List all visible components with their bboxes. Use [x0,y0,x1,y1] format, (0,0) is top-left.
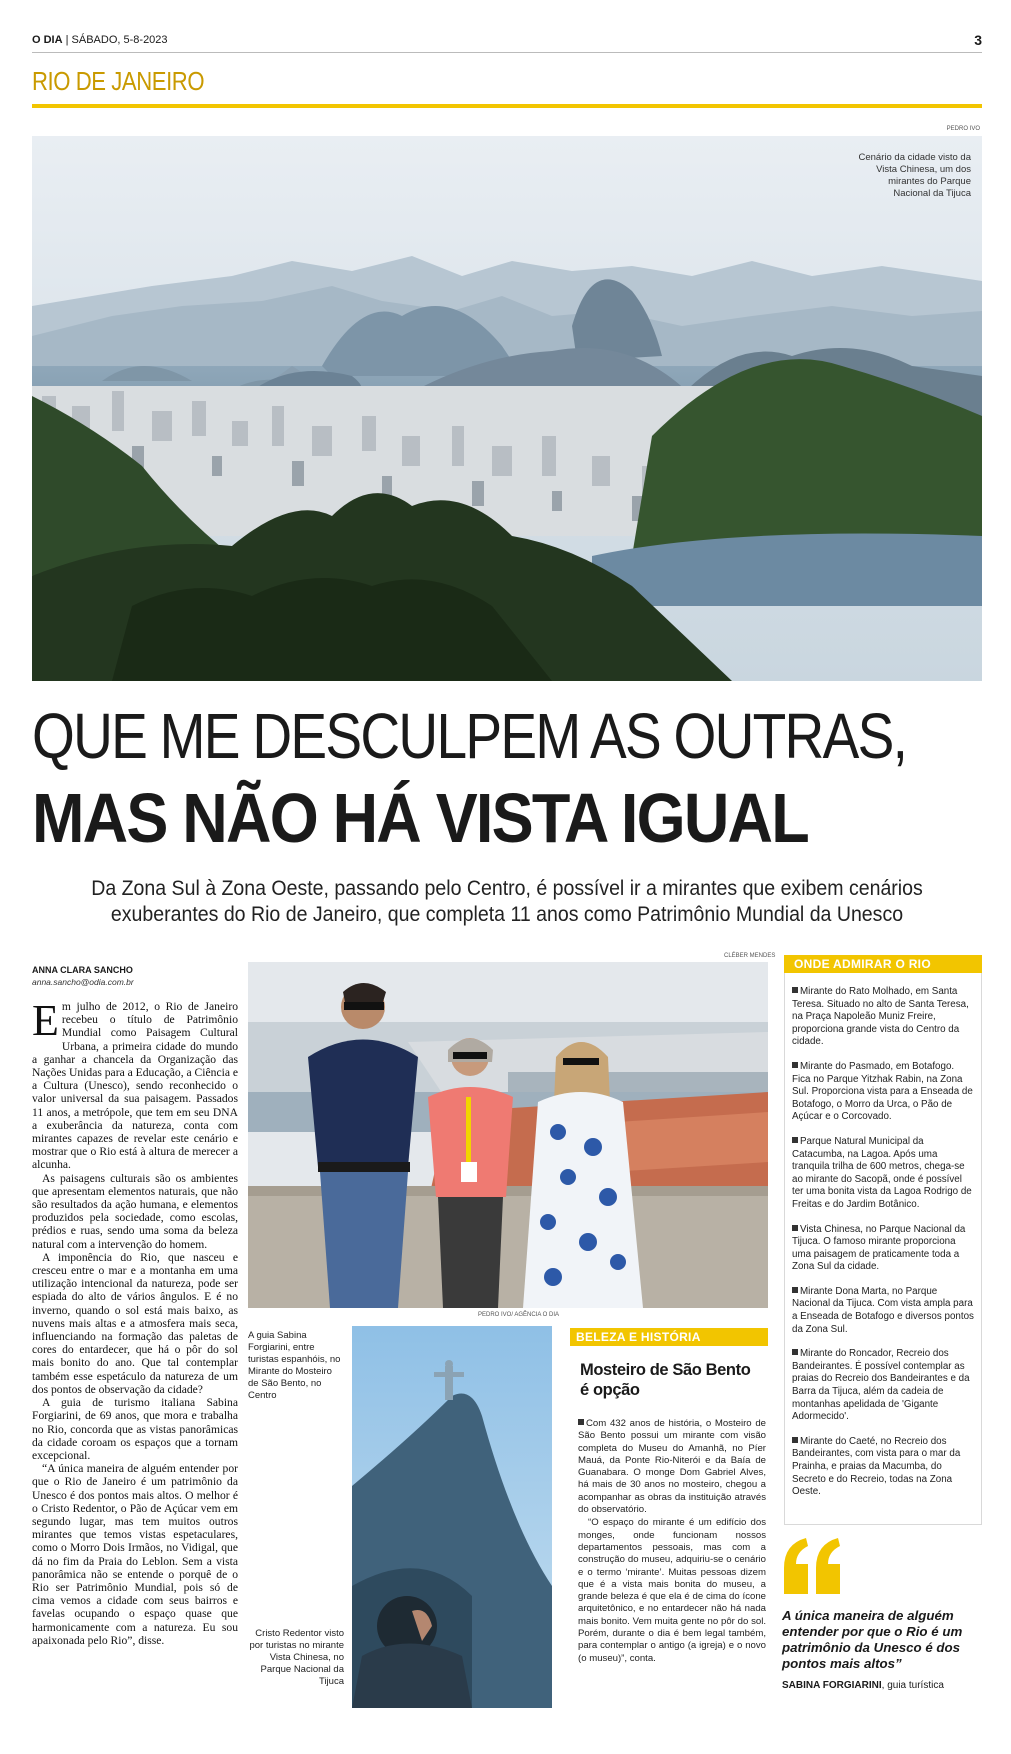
body-paragraph: Em julho de 2012, o Rio de Janeiro recebeu o título de Patrimônio Mundial como Paisagem Cultural Urbana, a primeira cidade do mundo a ganhar a chancela da Organização das Nações Unidas para a Educação, a Ciência e a Cultura (Unesco), sendo reconhecido o valor universal da sua paisagem. Passados 11 anos, a metrópole, que tem em seu DNA a exuberância da natureza, conta com mirantes capazes de revelar este cenário e mostrar que o Rio está à altura de merecer a alcunha. [32,996,239,1172]
quote-mark-icon [782,1538,842,1594]
historia-paragraph: “O espaço do mirante é um edifício dos monges, onde funcionam nossos departamentos pessoais, mas com a construção do museu, adquiriu-se o cenário e o termo ‘mirante’. Muitas pessoas dizem que é a vista mais bonita do museu, a grande beleza é que ela é de cima do ícone arquitetônico, e no entardecer não há nada mais bonito. Vem muita gente no pôr do sol. Porém, durante o dia é bem legal também, para contemplar o antigo (a igreja) e o novo (o museu)”, conta. [578,1517,766,1664]
body-paragraph: As paisagens culturais são os ambientes que apresentam elementos naturais, que não são resultados da ação humana, e elementos produzidos pela sociedade, como escolas, prédios e ruas, sendo uma soma da beleza natural com a intervenção do homem. [32,1171,238,1251]
header-separator: | [65,34,72,46]
sidebar-item: Mirante Dona Marta, no Parque Nacional da Tijuca. Com vista ampla para a Enseada de Botafogo e diversos pontos da Zona Sul. [792,1285,974,1335]
sidebar-item: Mirante do Rato Molhado, em Santa Teresa. Situado no alto de Santa Teresa, na Praça Napoleão Muniz Freire, proporciona grande vista do Centro da cidade. [792,986,969,1048]
bullet-square-icon [792,1349,798,1355]
body-paragraph: A imponência do Rio, que nasceu e cresceu entre o mar e a montanha em uma utilização intencional da natureza, pode ser espiada do alto de vários ângulos. E é no inverno, quando o sol está mais baixo, as nuvens mais altas e a atmosfera mais seca, influenciando na formação das paletas de cores do entardecer, que há o pôr do sol mais bonito do ano. Que tal contemplar também esse espetáculo da natureza de um dos pontos de observação da cidade? [32,1250,238,1396]
byline-email[interactable]: anna.sancho@odia.com.br [32,977,134,987]
bullet-square-icon [792,1287,798,1293]
historia-box-label: BELEZA E HISTÓRIA [570,1328,768,1346]
sidebar-item: Mirante do Roncador, Recreio dos Bandeirantes. É possível contemplar as praias do Recreio dos Bandeirantes e da Barra da Tijuca, além da cadeia de montanhas apelidada de 'Gigante Adormecido'. [792,1348,970,1423]
page-number: 3 [974,32,982,48]
pull-quote-author: SABINA FORGIARINI, guia turística [782,1680,944,1691]
drop-cap: E [32,996,59,1045]
hero-photo [32,136,982,681]
body-paragraph: “A única maneira de alguém entender por que o Rio de Janeiro é um patrimônio da Unesco é dos pontos mais altos. O melhor é o Cristo Redentor, o Pão de Açúcar vem em segundo lugar, mas tem muitos outros mirantes que temos vistas espetaculares, como o Morro Dois Irmãos, no Vidigal, que dá no fim da Praia do Leblon. Sem a vista panorâmica não se entende o porquê de o Rio ser Patrimônio Mundial, pois só de cima vemos a cidade com seus bairros e favelas ocupando o espaço quase que harmonicamente com a natureza. Eu sou apaixonada pelo Rio”, disse. [32,1462,238,1647]
byline-author: ANNA CLARA SANCHO [32,965,133,975]
article-body [32,996,239,1647]
bullet-square-icon [578,1419,584,1425]
group-photo [248,962,768,1308]
sidebar-item: Mirante do Caeté, no Recreio dos Bandeirantes, com vista para o mar da Prainha, e praias da Macumba, do Secreto e do Recreio, todas na Zona Oeste. [792,1435,961,1498]
hero-photo-caption: Cenário da cidade visto da Vista Chinesa, um dos mirantes do Parque Nacional da Tijuca [858,152,971,199]
page-header [32,34,982,54]
sidebar-item: Vista Chinesa, no Parque Nacional da Tijuca. O famoso mirante proporciona uma paisagem de praticamente toda a Zona Sul da cidade. [792,1223,966,1273]
headline-line-1: QUE ME DESCULPEM AS OUTRAS, [32,700,907,772]
bullet-square-icon [792,1062,798,1068]
section-divider [32,104,982,108]
headline-line-2: MAS NÃO HÁ VISTA IGUAL [32,779,808,857]
sidebar-list [792,986,974,1511]
sidebar-item: Parque Natural Municipal da Catacumba, na Lagoa. Após uma tranquila trilha de 600 metros, chega-se ao mirante do Sacopã, onde é possível ter uma bonita vista da Lagoa Rodrigo de Freitas e do Jardim Botânico. [792,1135,972,1210]
issue-date: SÁBADO, 5-8-2023 [71,34,168,46]
group-photo-credit-bottom: PEDRO IVO/ AGÊNCIA O DIA [478,1312,560,1318]
hero-photo-credit: PEDRO IVO [946,126,980,132]
cristo-photo [352,1326,552,1708]
historia-box-body [578,1418,766,1666]
sidebar-item: Mirante do Pasmado, em Botafogo. Fica no Parque Yitzhak Rabin, na Zona Sul. Proporciona vista para a Enseada de Botafogo, o Morro da Urca, o Pão de Açúcar e o Corcovado. [792,1060,973,1123]
header-divider [32,52,982,53]
bullet-square-icon [792,1137,798,1143]
pull-quote: A única maneira de alguém entender por que o Rio é um patrimônio da Unesco é dos pontos mais altos” [782,1608,963,1671]
newspaper-brand: O DIA [32,34,63,46]
historia-box-title: Mosteiro de São Bento é opção [580,1361,751,1399]
group-photo-caption: A guia Sabina Forgiarini, entre turistas espanhóis, no Mirante do Mosteiro de São Bento, no Centro [248,1330,341,1401]
cristo-photo-caption: Cristo Redentor visto por turistas no mirante Vista Chinesa, no Parque Nacional da Tijuca [249,1628,344,1687]
bullet-square-icon [792,1225,798,1231]
bullet-square-icon [792,1437,798,1443]
group-photo-credit: CLÉBER MENDES [724,953,776,959]
sidebar-title: ONDE ADMIRAR O RIO [784,955,982,973]
historia-paragraph: Com 432 anos de história, o Mosteiro de São Bento possui um mirante com visão completa do Museu do Amanhã, no Píer Mauá, da Ponte Rio-Niterói e da Baía de Guanabara. O monge Dom Gabriel Alves, há mais de 30 anos no mosteiro, chegou a acompanhar as obras da instituição através do observatório. [578,1418,766,1516]
section-title: RIO DE JANEIRO [32,66,205,96]
body-paragraph: A guia de turismo italiana Sabina Forgiarini, de 69 anos, que mora e trabalha no Rio, concorda que as vistas panorâmicas da cidade coroam os espaços que a tornam excepcional. [32,1396,238,1462]
bullet-square-icon [792,987,798,993]
headline-deck: Da Zona Sul à Zona Oeste, passando pelo Centro, é possível ir a mirantes que exibem cenários exuberantes do Rio de Janeiro, que completa 11 anos como Patrimônio Mundial da Unesco [91,877,923,926]
